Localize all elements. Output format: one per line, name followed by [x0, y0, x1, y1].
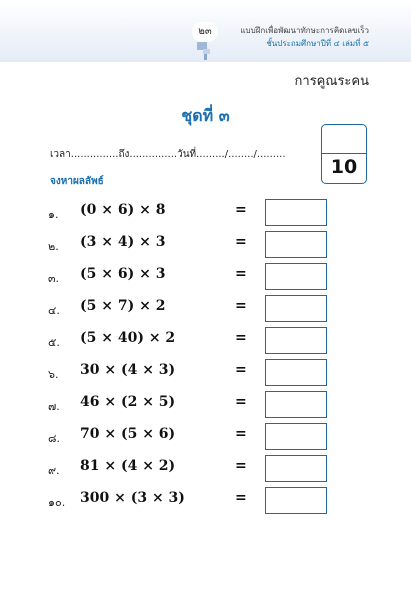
page-number: ๒๓ — [192, 22, 218, 42]
question-number: ๑. — [48, 208, 59, 221]
question-number: ๘. — [48, 432, 60, 445]
question-number: ๓. — [48, 272, 60, 285]
answer-box[interactable] — [265, 487, 327, 514]
equals-sign: = — [235, 266, 247, 282]
question-row — [0, 423, 411, 451]
question-row — [0, 487, 411, 515]
score-box[interactable] — [321, 124, 367, 184]
instruction: จงหาผลลัพธ์ — [50, 176, 104, 187]
question-row — [0, 263, 411, 291]
question-expression: 70 × (5 × 6) — [80, 426, 176, 442]
equals-sign: = — [235, 298, 247, 314]
question-expression: 30 × (4 × 3) — [80, 362, 176, 378]
question-number: ๖. — [48, 368, 59, 381]
answer-box[interactable] — [265, 455, 327, 482]
question-row — [0, 455, 411, 483]
question-number: ๙. — [48, 464, 60, 477]
answer-box[interactable] — [265, 327, 327, 354]
question-expression: (5 × 7) × 2 — [80, 298, 166, 314]
answer-box[interactable] — [265, 263, 327, 290]
question-row — [0, 327, 411, 355]
question-expression: (5 × 40) × 2 — [80, 330, 176, 346]
answer-box[interactable] — [265, 391, 327, 418]
question-row — [0, 295, 411, 323]
question-expression: 81 × (4 × 2) — [80, 458, 176, 474]
question-number: ๒. — [48, 240, 59, 253]
equals-sign: = — [235, 458, 247, 474]
equals-sign: = — [235, 330, 247, 346]
equals-sign: = — [235, 234, 247, 250]
answer-box[interactable] — [265, 359, 327, 386]
score-total: 10 — [330, 156, 358, 178]
time-date-line: เวลา...............ถึง...............วันที่........./......../......... — [50, 149, 286, 160]
answer-box[interactable] — [265, 199, 327, 226]
equals-sign: = — [235, 202, 247, 218]
question-number: ๔. — [48, 304, 60, 317]
book-title: แบบฝึกเพื่อพัฒนาทักษะการคิดเลขเร็ว — [240, 26, 369, 35]
equals-sign: = — [235, 362, 247, 378]
question-expression: (3 × 4) × 3 — [80, 234, 166, 250]
equals-sign: = — [235, 490, 247, 506]
question-row — [0, 199, 411, 227]
answer-box[interactable] — [265, 295, 327, 322]
score-divider — [322, 153, 366, 154]
equals-sign: = — [235, 394, 247, 410]
decorative-pencil-icon — [194, 40, 216, 62]
question-row — [0, 391, 411, 419]
answer-box[interactable] — [265, 423, 327, 450]
question-number: ๕. — [48, 336, 60, 349]
book-subtitle: ชั้นประถมศึกษาปีที่ ๔ เล่มที่ ๕ — [266, 39, 369, 48]
question-expression: (0 × 6) × 8 — [80, 202, 166, 218]
equals-sign: = — [235, 426, 247, 442]
question-row — [0, 231, 411, 259]
question-expression: 300 × (3 × 3) — [80, 490, 185, 506]
question-expression: (5 × 6) × 3 — [80, 266, 166, 282]
question-number: ๑๐. — [48, 496, 66, 509]
set-title: ชุดที่ ๓ — [181, 106, 230, 125]
question-expression: 46 × (2 × 5) — [80, 394, 176, 410]
topic-title: การคูณระคน — [294, 74, 369, 89]
question-row — [0, 359, 411, 387]
question-number: ๗. — [48, 400, 60, 413]
answer-box[interactable] — [265, 231, 327, 258]
